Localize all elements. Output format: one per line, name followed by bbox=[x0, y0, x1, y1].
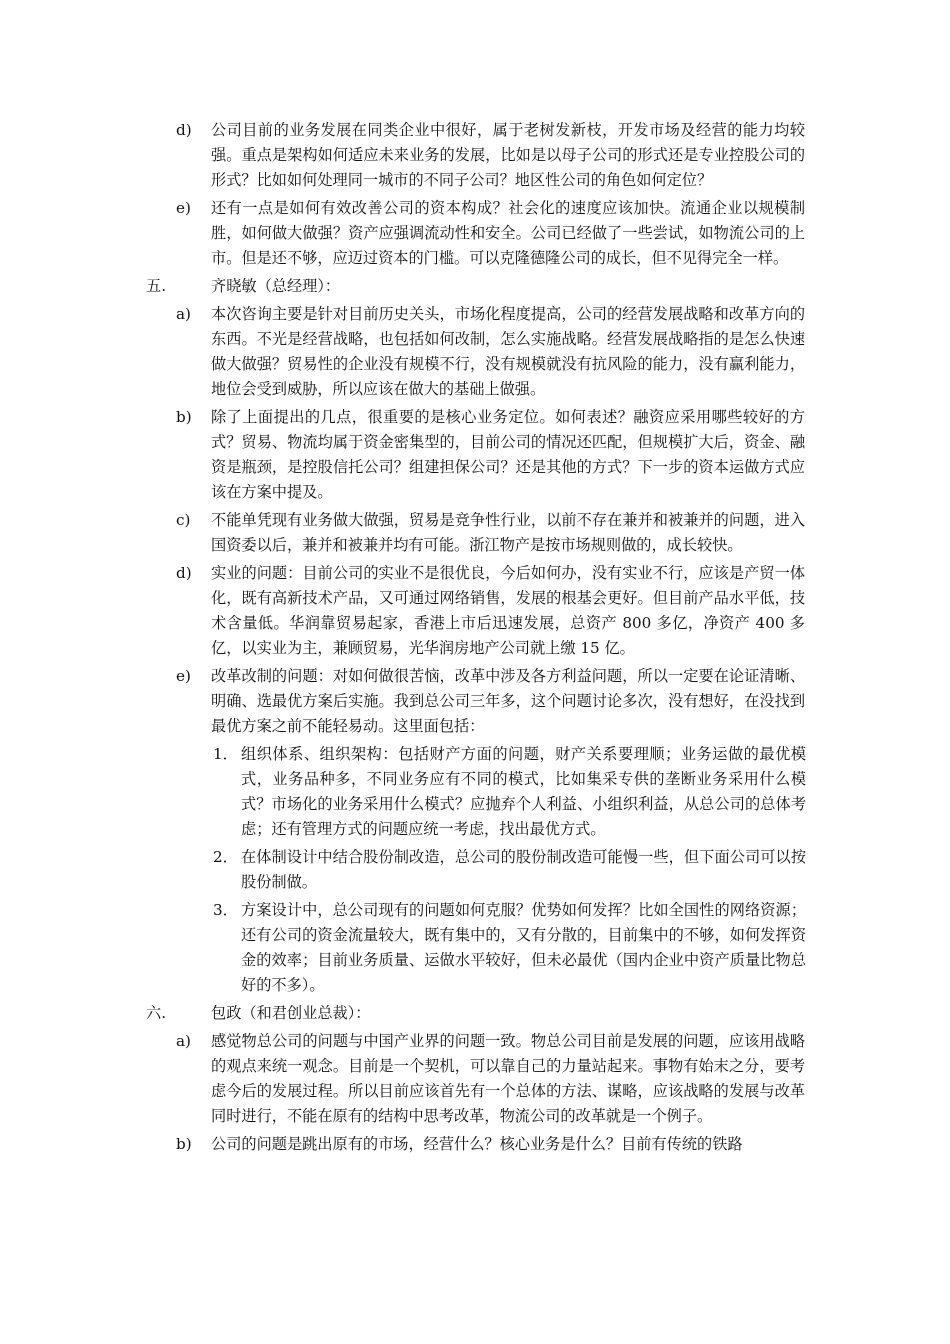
section-number: 六. bbox=[146, 1004, 167, 1022]
document-page bbox=[0, 118, 950, 1160]
item-text: 公司目前的业务发展在同类企业中很好，属于老树发新枝，开发市场及经营的能力均较强。重点是架构如何适应未来业务的发展，比如是以母子公司的形式还是专业控股公司的形式？比如如何处理同一城市的不同子公司？地区性公司的角色如何定位？ bbox=[211, 121, 805, 189]
item-label: d) bbox=[176, 121, 192, 139]
item-label: a) bbox=[176, 305, 191, 323]
item-label: d) bbox=[176, 564, 192, 582]
list-item bbox=[0, 302, 950, 402]
item-text: 在体制设计中结合股份制改造，总公司的股份制改造可能慢一些，但下面公司可以按股份制做。 bbox=[241, 848, 806, 891]
item-text: 方案设计中，总公司现有的问题如何克服？优势如何发挥？比如全国性的网络资源；还有公司的资金流量较大，既有集中的，又有分散的，目前集中的不够，如何发挥资金的效率；目前业务质量、运做水平较好，但未必最优（国内企业中资产质量比物总好的不多）。 bbox=[241, 901, 806, 994]
list-item bbox=[0, 1029, 950, 1129]
item-number: 3． bbox=[213, 901, 238, 919]
item-label: a) bbox=[176, 1032, 191, 1050]
list-item bbox=[0, 196, 950, 271]
numbered-item bbox=[0, 742, 950, 842]
item-label: e) bbox=[176, 667, 191, 685]
list-item bbox=[0, 118, 950, 193]
section-title: 包政（和君创业总裁）： bbox=[211, 1004, 371, 1022]
section-heading bbox=[0, 274, 950, 299]
list-item bbox=[0, 405, 950, 505]
item-number: 2． bbox=[213, 848, 238, 866]
numbered-item bbox=[0, 898, 950, 998]
item-text: 还有一点是如何有效改善公司的资本构成？社会化的速度应该加快。流通企业以规模制胜，如何做大做强？资产应强调流动性和安全。公司已经做了一些尝试，如物流公司的上市。但是还不够，应迈过资本的门槛。可以克隆德隆公司的成长，但不见得完全一样。 bbox=[211, 199, 805, 267]
item-text: 公司的问题是跳出原有的市场，经营什么？核心业务是什么？目前有传统的铁路 bbox=[211, 1135, 743, 1153]
item-text: 本次咨询主要是针对目前历史关头，市场化程度提高，公司的经营发展战略和改革方向的东西。不光是经营战略，也包括如何改制，怎么实施战略。经营发展战略指的是怎么快速做大做强？贸易性的企业没有规模不行，没有规模就没有抗风险的能力，没有赢利能力，地位会受到威胁，所以应该在做大的基础上做强。 bbox=[211, 305, 805, 398]
section-heading bbox=[0, 1001, 950, 1026]
list-item bbox=[0, 561, 950, 661]
section-title: 齐晓敏（总经理）： bbox=[211, 277, 341, 295]
section-number: 五. bbox=[146, 277, 167, 295]
numbered-item bbox=[0, 845, 950, 895]
item-label: b) bbox=[176, 408, 192, 426]
item-number: 1． bbox=[213, 745, 238, 763]
list-item bbox=[0, 508, 950, 558]
item-label: b) bbox=[176, 1135, 192, 1153]
item-text: 除了上面提出的几点，很重要的是核心业务定位。如何表述？融资应采用哪些较好的方式？贸易、物流均属于资金密集型的，目前公司的情况还匹配，但规模扩大后，资金、融资是瓶颈，是控股信托公司？组建担保公司？还是其他的方式？下一步的资本运做方式应该在方案中提及。 bbox=[211, 408, 805, 501]
item-label: e) bbox=[176, 199, 191, 217]
list-item bbox=[0, 664, 950, 739]
list-item bbox=[0, 1132, 950, 1157]
item-text: 组织体系、组织架构：包括财产方面的问题，财产关系要理顺；业务运做的最优模式，业务品种多，不同业务应有不同的模式，比如集采专供的垄断业务采用什么模式？市场化的业务采用什么模式？应抛弃个人利益、小组织利益，从总公司的总体考虑；还有管理方式的问题应统一考虑，找出最优方式。 bbox=[241, 745, 806, 838]
item-label: c) bbox=[176, 511, 191, 529]
item-text: 改革改制的问题：对如何做很苦恼，改革中涉及各方利益问题，所以一定要在论证清晰、明确、选最优方案后实施。我到总公司三年多，这个问题讨论多次，没有想好，在没找到最优方案之前不能轻易动。这里面包括： bbox=[211, 667, 805, 735]
item-text: 不能单凭现有业务做大做强，贸易是竞争性行业，以前不存在兼并和被兼并的问题，进入国资委以后，兼并和被兼并均有可能。浙江物产是按市场规则做的，成长较快。 bbox=[211, 511, 805, 554]
item-text: 实业的问题：目前公司的实业不是很优良，今后如何办，没有实业不行，应该是产贸一体化，既有高新技术产品，又可通过网络销售，发展的根基会更好。但目前产品水平低，技术含量低。华润靠贸易起家，香港上市后迅速发展，总资产 800 多亿，净资产 400 多亿，以实业为主，兼顾贸易，光华润房地产公司就上缴 15 亿。 bbox=[211, 564, 805, 657]
item-text: 感觉物总公司的问题与中国产业界的问题一致。物总公司目前是发展的问题，应该用战略的观点来统一观念。目前是一个契机，可以靠自己的力量站起来。事物有始末之分，要考虑今后的发展过程。所以目前应该首先有一个总体的方法、谋略，应该战略的发展与改革同时进行，不能在原有的结构中思考改革，物流公司的改革就是一个例子。 bbox=[211, 1032, 805, 1125]
